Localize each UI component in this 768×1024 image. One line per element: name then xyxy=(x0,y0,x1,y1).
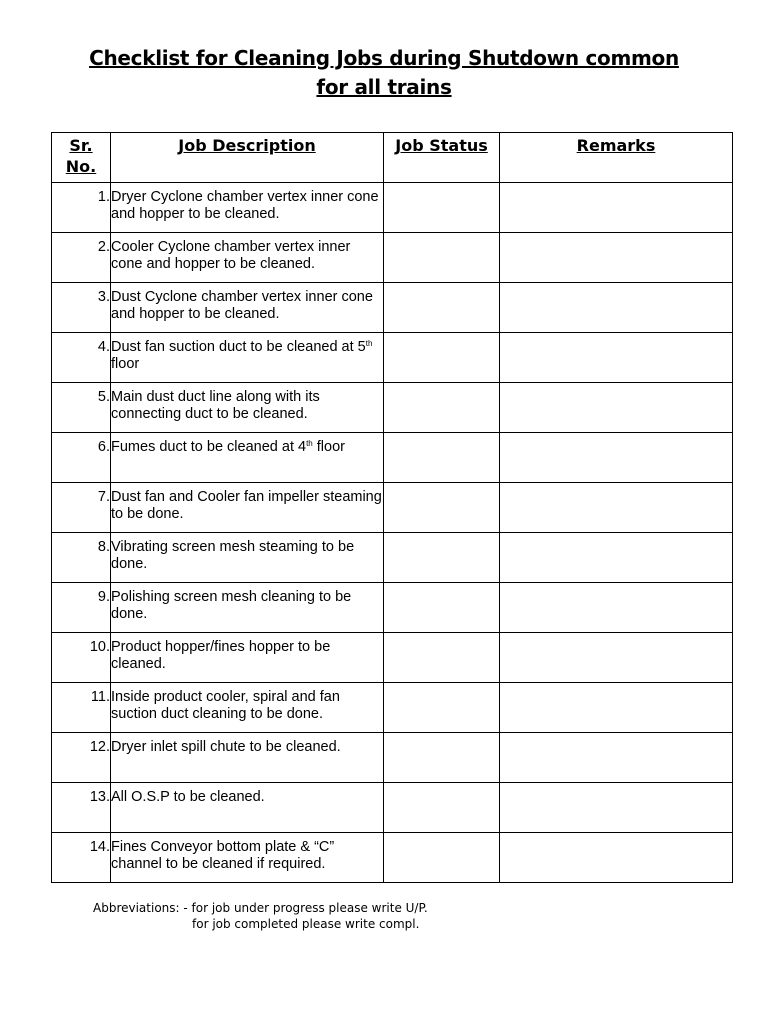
row-number: 1. xyxy=(52,183,111,233)
remarks-cell[interactable] xyxy=(500,183,733,233)
job-description-cell: Main dust duct line along with its connecting duct to be cleaned. xyxy=(111,383,384,433)
checklist-table xyxy=(51,132,733,883)
ordinal-suffix: th xyxy=(306,439,313,448)
row-number: 2. xyxy=(52,233,111,283)
table-row xyxy=(52,783,733,833)
job-description-cell: Dryer inlet spill chute to be cleaned. xyxy=(111,733,384,783)
remarks-cell[interactable] xyxy=(500,783,733,833)
remarks-cell[interactable] xyxy=(500,433,733,483)
table-row xyxy=(52,583,733,633)
job-status-cell[interactable] xyxy=(384,533,500,583)
job-description-text-end: floor xyxy=(312,439,345,455)
header-job-status: Job Status xyxy=(384,133,500,183)
table-row xyxy=(52,833,733,883)
job-description-cell: All O.S.P to be cleaned. xyxy=(111,783,384,833)
job-description-text: Fumes duct to be cleaned at 4 xyxy=(111,439,307,455)
ordinal-suffix: th xyxy=(365,339,373,348)
table-row xyxy=(52,383,733,433)
job-status-cell[interactable] xyxy=(384,833,500,883)
header-sr-no: Sr. No. xyxy=(52,133,111,183)
job-description-cell: Polishing screen mesh cleaning to be done. xyxy=(111,583,384,633)
row-number: 14. xyxy=(52,833,111,883)
row-number: 7. xyxy=(52,483,111,533)
job-status-cell[interactable] xyxy=(384,233,500,283)
page-title-line-1: Checklist for Cleaning Jobs during Shutdown common xyxy=(89,46,679,70)
job-status-cell[interactable] xyxy=(384,583,500,633)
remarks-cell[interactable] xyxy=(500,483,733,533)
page-title-line-2: for all trains xyxy=(316,75,452,99)
job-description-cell: Dust fan and Cooler fan impeller steaming to be done. xyxy=(111,483,384,533)
table-row xyxy=(52,433,733,483)
job-description-cell xyxy=(111,433,384,483)
remarks-cell[interactable] xyxy=(500,683,733,733)
job-description-cell: Inside product cooler, spiral and fan suction duct cleaning to be done. xyxy=(111,683,384,733)
row-number: 12. xyxy=(52,733,111,783)
table-row xyxy=(52,233,733,283)
row-number: 10. xyxy=(52,633,111,683)
row-number: 9. xyxy=(52,583,111,633)
job-status-cell[interactable] xyxy=(384,483,500,533)
row-number: 5. xyxy=(52,383,111,433)
job-status-cell[interactable] xyxy=(384,733,500,783)
job-description-text-end: floor xyxy=(111,356,140,372)
remarks-cell[interactable] xyxy=(500,283,733,333)
job-description-cell: Cooler Cyclone chamber vertex inner cone and hopper to be cleaned. xyxy=(111,233,384,283)
table-row xyxy=(52,683,733,733)
job-status-cell[interactable] xyxy=(384,683,500,733)
job-description-cell xyxy=(111,333,384,383)
header-job-description: Job Description xyxy=(111,133,384,183)
remarks-cell[interactable] xyxy=(500,733,733,783)
abbreviation-line-up: Abbreviations: - for job under progress please write U/P. xyxy=(93,901,428,915)
remarks-cell[interactable] xyxy=(500,233,733,283)
row-number: 13. xyxy=(52,783,111,833)
job-status-cell[interactable] xyxy=(384,283,500,333)
job-status-cell[interactable] xyxy=(384,633,500,683)
row-number: 11. xyxy=(52,683,111,733)
table-row xyxy=(52,183,733,233)
header-remarks: Remarks xyxy=(500,133,733,183)
abbreviations-note xyxy=(93,900,428,932)
job-description-text: Dust fan suction duct to be cleaned at 5 xyxy=(111,339,366,355)
remarks-cell[interactable] xyxy=(500,833,733,883)
job-description-cell: Dust Cyclone chamber vertex inner cone and hopper to be cleaned. xyxy=(111,283,384,333)
job-status-cell[interactable] xyxy=(384,433,500,483)
row-number: 3. xyxy=(52,283,111,333)
table-row xyxy=(52,283,733,333)
remarks-cell[interactable] xyxy=(500,583,733,633)
job-description-cell: Product hopper/fines hopper to be cleaned. xyxy=(111,633,384,683)
job-description-cell: Vibrating screen mesh steaming to be done. xyxy=(111,533,384,583)
table-row xyxy=(52,633,733,683)
remarks-cell[interactable] xyxy=(500,633,733,683)
job-status-cell[interactable] xyxy=(384,183,500,233)
job-description-cell: Fines Conveyor bottom plate & “C” channel to be cleaned if required. xyxy=(111,833,384,883)
job-description-cell: Dryer Cyclone chamber vertex inner cone and hopper to be cleaned. xyxy=(111,183,384,233)
remarks-cell[interactable] xyxy=(500,533,733,583)
table-row xyxy=(52,483,733,533)
row-number: 4. xyxy=(52,333,111,383)
table-header-row xyxy=(52,133,733,183)
abbreviation-line-compl: for job completed please write compl. xyxy=(192,917,420,931)
table-row xyxy=(52,333,733,383)
row-number: 8. xyxy=(52,533,111,583)
remarks-cell[interactable] xyxy=(500,383,733,433)
row-number: 6. xyxy=(52,433,111,483)
job-status-cell[interactable] xyxy=(384,333,500,383)
page-title xyxy=(60,44,708,102)
remarks-cell[interactable] xyxy=(500,333,733,383)
table-row xyxy=(52,533,733,583)
job-status-cell[interactable] xyxy=(384,783,500,833)
table-row xyxy=(52,733,733,783)
job-status-cell[interactable] xyxy=(384,383,500,433)
